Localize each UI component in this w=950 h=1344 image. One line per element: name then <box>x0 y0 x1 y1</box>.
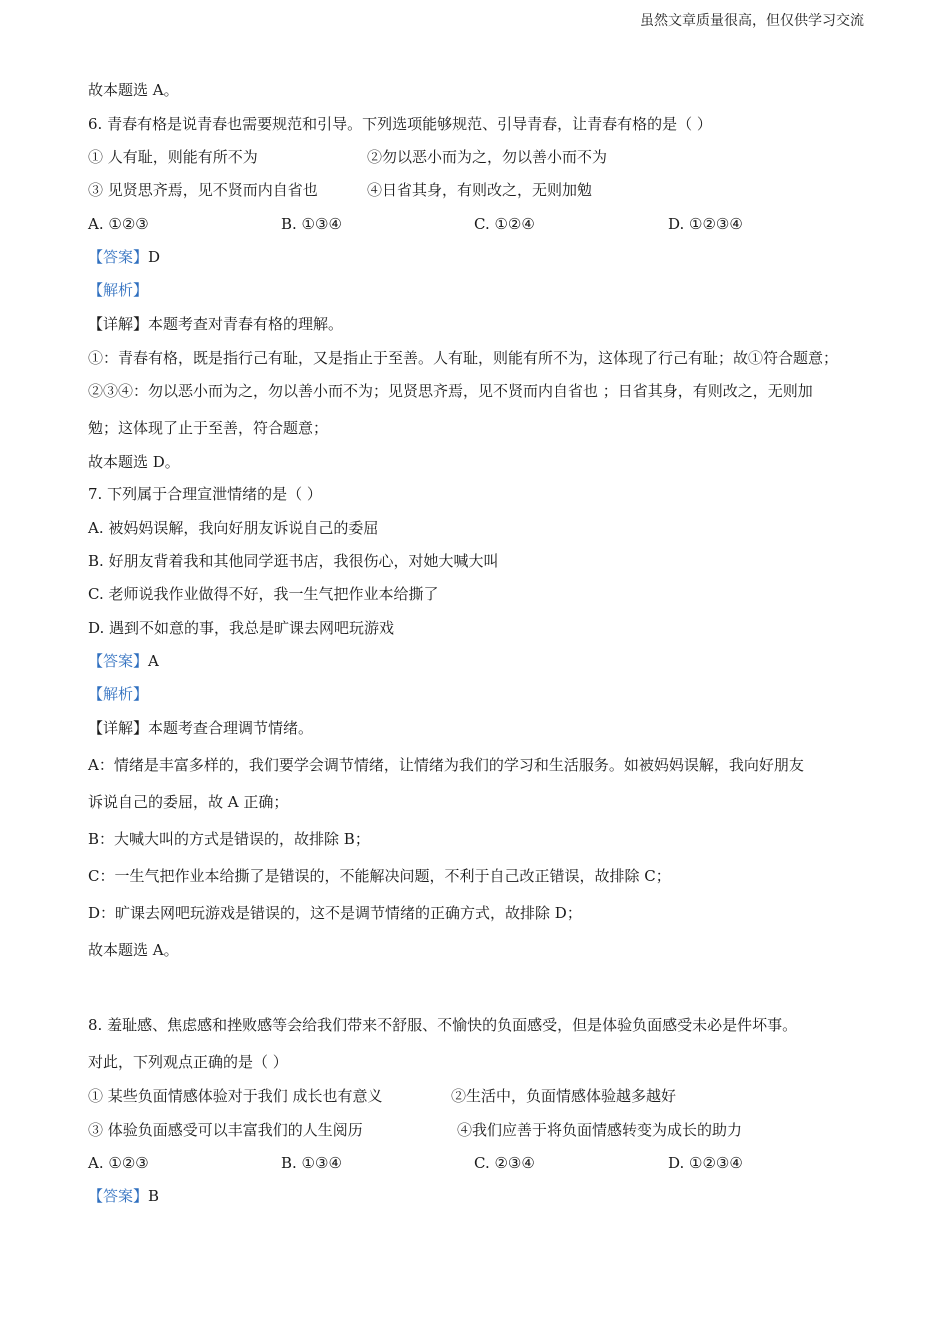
q6-stem: 6. 青春有格是说青春也需要规范和引导。下列选项能够规范、引导青春，让青春有格的是（ ） <box>88 115 712 133</box>
q6-conclusion: 故本题选 D。 <box>88 453 180 471</box>
q7-option-d: D. 遇到不如意的事，我总是旷课去网吧玩游戏 <box>88 619 395 637</box>
q6-item4: ④日省其身，有则改之，无则加勉 <box>367 181 593 199</box>
q6-option-a: A. ①②③ <box>88 215 149 233</box>
q6-answer <box>88 247 160 267</box>
q8-item1: ① 某些负面情感体验对于我们 成长也有意义 <box>88 1087 383 1105</box>
q8-option-b: B. ①③④ <box>281 1154 342 1172</box>
q6-analysis-tag: 【解析】 <box>88 281 149 299</box>
detail-text: 本题考查对青春有格的理解。 <box>148 315 344 333</box>
q8-answer <box>88 1186 159 1206</box>
q5-conclusion: 故本题选 A。 <box>88 81 179 99</box>
q7-option-b: B. 好朋友背着我和其他同学逛书店，我很伤心，对她大喊大叫 <box>88 552 499 570</box>
q8-item3: ③ 体验负面感受可以丰富我们的人生阅历 <box>88 1121 363 1139</box>
answer-tag: 【答案】 <box>88 1187 149 1205</box>
q7-stem: 7. 下列属于合理宣泄情绪的是（ ） <box>88 485 322 503</box>
detail-tag: 【详解】 <box>88 719 149 737</box>
q8-option-d: D. ①②③④ <box>668 1154 743 1172</box>
answer-tag: 【答案】 <box>88 248 149 266</box>
q7-explanation-d: D：旷课去网吧玩游戏是错误的，这不是调节情绪的正确方式，故排除 D； <box>88 904 582 922</box>
q6-option-b: B. ①③④ <box>281 215 342 233</box>
q7-analysis-tag: 【解析】 <box>88 685 149 703</box>
q7-answer <box>88 651 159 671</box>
q8-item4: ④我们应善于将负面情感转变为成长的助力 <box>457 1121 743 1139</box>
q7-option-a: A. 被妈妈误解，我向好朋友诉说自己的委屈 <box>88 519 379 537</box>
q8-option-a: A. ①②③ <box>88 1154 149 1172</box>
q7-detail <box>88 718 313 738</box>
q6-item2: ②勿以恶小而为之，勿以善小而不为 <box>367 148 608 166</box>
q8-option-c: C. ②③④ <box>474 1154 535 1172</box>
q7-option-c: C. 老师说我作业做得不好，我一生气把作业本给撕了 <box>88 585 439 603</box>
q7-conclusion: 故本题选 A。 <box>88 941 179 959</box>
q7-explanation-b: B：大喊大叫的方式是错误的，故排除 B； <box>88 830 370 848</box>
detail-tag: 【详解】 <box>88 315 149 333</box>
q6-explanation-3: 勉；这体现了止于至善，符合题意； <box>88 419 329 437</box>
q6-option-c: C. ①②④ <box>474 215 535 233</box>
q6-detail <box>88 314 343 334</box>
q6-option-d: D. ①②③④ <box>668 215 743 233</box>
q7-explanation-a-2: 诉说自己的委屈，故 A 正确； <box>88 793 289 811</box>
q6-explanation-1: ①：青春有格，既是指行己有耻，又是指止于至善。人有耻，则能有所不为，这体现了行己有耻；故①符合题意； <box>88 349 839 367</box>
q6-explanation-2: ②③④：勿以恶小而为之，勿以善小而不为；见贤思齐焉，见不贤而内自省也 ；日省其身，有则改之，无则加 <box>88 382 813 400</box>
q6-item3: ③ 见贤思齐焉，见不贤而内自省也 <box>88 181 318 199</box>
q7-explanation-c: C：一生气把作业本给撕了是错误的，不能解决问题，不利于自己改正错误，故排除 C； <box>88 867 671 885</box>
answer-value: B <box>148 1187 160 1205</box>
q7-explanation-a-1: A：情绪是丰富多样的，我们要学会调节情绪，让情绪为我们的学习和生活服务。如被妈妈误解，我向好朋友 <box>88 756 804 774</box>
q8-stem-2: 对此，下列观点正确的是（ ） <box>88 1053 288 1071</box>
q6-item1: ① 人有耻，则能有所不为 <box>88 148 258 166</box>
header-note: 虽然文章质量很高，但仅供学习交流 <box>640 13 864 29</box>
detail-text: 本题考查合理调节情绪。 <box>148 719 314 737</box>
answer-tag: 【答案】 <box>88 652 149 670</box>
answer-value: A <box>148 652 159 670</box>
answer-value: D <box>148 248 161 266</box>
q8-item2: ②生活中，负面情感体验越多越好 <box>451 1087 677 1105</box>
q8-stem-1: 8. 羞耻感、焦虑感和挫败感等会给我们带来不舒服、不愉快的负面感受，但是体验负面感受未必是件坏事。 <box>88 1016 798 1034</box>
